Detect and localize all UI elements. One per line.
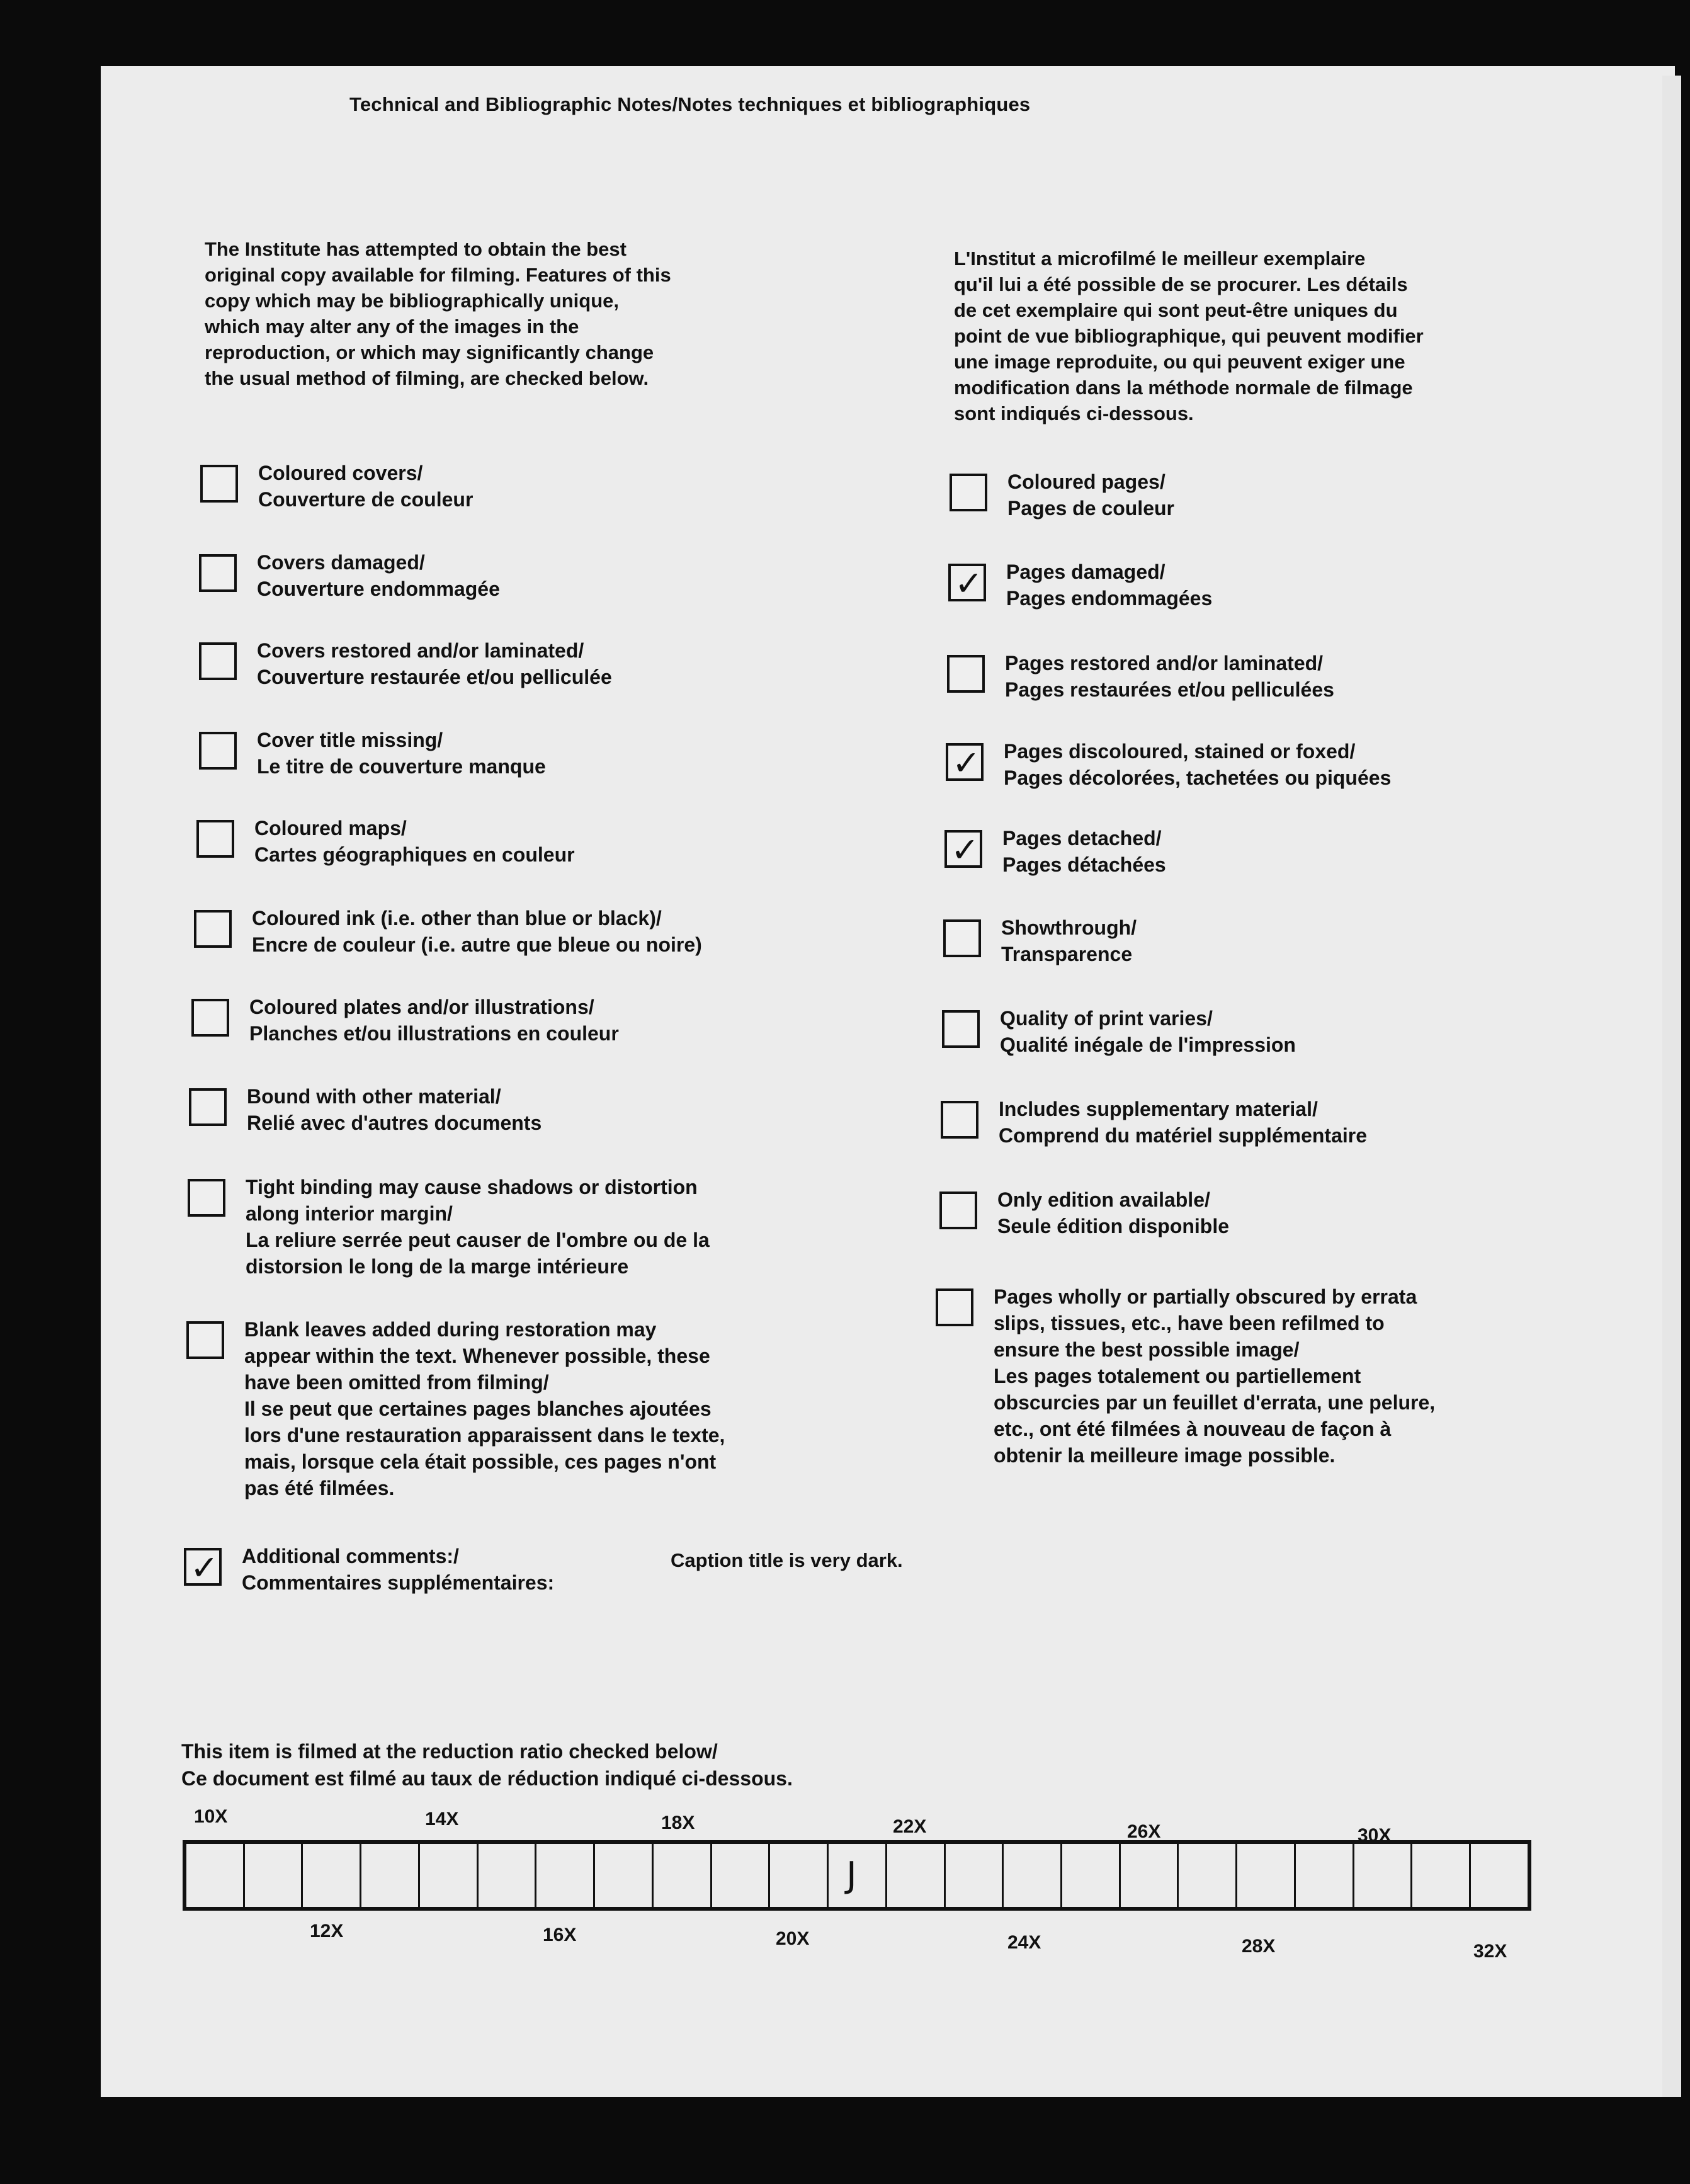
intro-english: The Institute has attempted to obtain the best original copy available for filming. Features of this copy which may be bibliographically unique, which may alter any of the images in the reproduction, or which may significantly change the usual method of filming, are checked below. — [205, 238, 671, 389]
intro-french: L'Institut a microfilmé le meilleur exemplaire qu'il lui a été possible de se procurer. Les détails de cet exemplaire qui sont peut-être uniques du point de vue bibliographique, qui peuvent modifier une image reproduite, ou qui peuvent exiger une modification dans la méthode normale de filmage sont indiqués ci-dessous. — [954, 247, 1424, 424]
ratio-cell[interactable] — [829, 1844, 887, 1907]
tick-top-4: 26X — [1127, 1821, 1161, 1842]
tick-top-3: 22X — [893, 1816, 927, 1837]
ratio-cell[interactable] — [595, 1844, 654, 1907]
item-label: Includes supplementary material/ Comprend du matériel supplémentaire — [999, 1098, 1368, 1147]
ratio-cell[interactable] — [654, 1844, 712, 1907]
right-item-6[interactable] — [942, 1007, 1296, 1058]
ratio-cell[interactable] — [1004, 1844, 1062, 1907]
checkbox[interactable] — [191, 999, 229, 1037]
right-item-3[interactable] — [946, 740, 1392, 791]
tick-bottom-3: 24X — [1007, 1932, 1041, 1953]
checkbox[interactable] — [194, 910, 232, 948]
ratio-cell[interactable] — [536, 1844, 595, 1907]
item-label: Covers restored and/or laminated/ Couverture restaurée et/ou pelliculée — [257, 639, 612, 688]
item-label: Additional comments:/ Commentaires supplémentaires: — [242, 1545, 555, 1594]
ratio-cell[interactable] — [946, 1844, 1004, 1907]
ratio-cell[interactable] — [245, 1844, 303, 1907]
left-item-10[interactable] — [184, 1545, 555, 1596]
left-item-6[interactable] — [191, 996, 619, 1047]
item-label: Pages wholly or partially obscured by errata slips, tissues, etc., have been refilmed to ensure the best possible image/ Les pages totalement ou partiellement obscurcies par un feuillet d'errata, une pelure, etc., ont été filmées à nouveau de façon à obtenir la meilleure image possible. — [994, 1285, 1436, 1467]
item-label: Coloured maps/ Cartes géographiques en couleur — [254, 817, 575, 866]
checkbox[interactable] — [196, 820, 234, 858]
tick-bottom-5: 32X — [1473, 1941, 1507, 1962]
item-label: Quality of print varies/ Qualité inégale de l'impression — [1000, 1007, 1296, 1056]
ratio-cell[interactable] — [1471, 1844, 1528, 1907]
right-item-8[interactable] — [939, 1188, 1230, 1239]
ratio-cell[interactable] — [303, 1844, 361, 1907]
checkbox[interactable] — [184, 1548, 222, 1586]
tick-bottom-4: 28X — [1242, 1936, 1276, 1957]
item-label: Covers damaged/ Couverture endommagée — [257, 551, 500, 600]
ratio-cell[interactable] — [420, 1844, 479, 1907]
left-item-4[interactable] — [196, 817, 575, 868]
ratio-cell[interactable] — [1237, 1844, 1296, 1907]
check-icon: ✓ — [955, 564, 984, 603]
reduction-ratio-grid[interactable] — [183, 1840, 1531, 1911]
check-icon: ✓ — [951, 830, 980, 870]
check-icon: J — [846, 1855, 857, 1896]
tick-bottom-1: 16X — [543, 1925, 577, 1945]
checkbox[interactable] — [944, 830, 982, 868]
item-label: Tight binding may cause shadows or distortion along interior margin/ La reliure serrée peut causer de l'ombre ou de la distorsion le long de la marge intérieure — [246, 1176, 710, 1278]
page-title: Technical and Bibliographic Notes/Notes techniques et bibliographiques — [349, 93, 1031, 115]
ratio-cell[interactable] — [1412, 1844, 1471, 1907]
right-item-7[interactable] — [941, 1098, 1368, 1149]
ratio-cell[interactable] — [1062, 1844, 1121, 1907]
checkbox[interactable] — [939, 1192, 977, 1229]
check-icon: ✓ — [190, 1548, 219, 1588]
item-label: Pages detached/ Pages détachées — [1002, 827, 1166, 876]
ratio-cell[interactable] — [1354, 1844, 1413, 1907]
tick-top-1: 14X — [425, 1809, 459, 1829]
checkbox[interactable] — [948, 564, 986, 601]
left-item-5[interactable] — [194, 907, 702, 958]
left-item-9[interactable] — [186, 1318, 725, 1501]
right-item-4[interactable] — [944, 827, 1166, 878]
ratio-cell[interactable] — [712, 1844, 771, 1907]
left-item-0[interactable] — [200, 462, 474, 513]
checkbox[interactable] — [946, 743, 984, 781]
ratio-cell[interactable] — [1296, 1844, 1354, 1907]
ratio-cell[interactable] — [1179, 1844, 1237, 1907]
checkbox[interactable] — [936, 1288, 973, 1326]
ratio-cell[interactable] — [186, 1844, 245, 1907]
ratio-cell[interactable] — [479, 1844, 537, 1907]
item-label: Coloured covers/ Couverture de couleur — [258, 462, 474, 511]
checkbox[interactable] — [199, 554, 237, 592]
right-item-0[interactable] — [950, 470, 1174, 521]
item-label: Pages restored and/or laminated/ Pages restaurées et/ou pelliculées — [1005, 652, 1334, 701]
checkbox[interactable] — [199, 642, 237, 680]
right-item-5[interactable] — [943, 916, 1137, 967]
checkbox[interactable] — [199, 732, 237, 770]
tick-top-2: 18X — [661, 1812, 695, 1833]
item-label: Blank leaves added during restoration may appear within the text. Whenever possible, these have been omitted from filming/ Il se peut que certaines pages blanches ajoutées lors d'une restauration apparaissent dans le texte, mais, lorsque cela était possible, ces pages n'ont pas été filmées. — [244, 1318, 725, 1499]
right-item-1[interactable] — [948, 560, 1213, 611]
checkbox[interactable] — [943, 919, 981, 957]
item-label: Only edition available/ Seule édition disponible — [997, 1188, 1230, 1237]
reduction-ratio-note: This item is filmed at the reduction ratio checked below/ Ce document est filmé au taux de réduction indiqué ci-dessous. — [181, 1740, 793, 1790]
right-item-9[interactable] — [936, 1285, 1436, 1469]
left-item-8[interactable] — [188, 1176, 710, 1280]
tick-top-5: 30X — [1358, 1825, 1392, 1846]
left-item-2[interactable] — [199, 639, 612, 690]
right-item-2[interactable] — [947, 652, 1334, 703]
adjacent-page-edge — [1662, 76, 1681, 2097]
checkbox[interactable] — [942, 1010, 980, 1048]
tick-bottom-2: 20X — [776, 1928, 810, 1949]
item-label: Pages damaged/ Pages endommagées — [1006, 560, 1213, 610]
item-label: Showthrough/ Transparence — [1001, 916, 1137, 965]
checkbox[interactable] — [950, 474, 987, 511]
item-label: Coloured pages/ Pages de couleur — [1007, 470, 1174, 520]
tick-bottom-0: 12X — [310, 1921, 344, 1942]
left-item-7[interactable] — [189, 1085, 542, 1136]
item-label: Bound with other material/ Relié avec d'autres documents — [247, 1085, 542, 1134]
ratio-cell[interactable] — [887, 1844, 946, 1907]
item-label: Coloured ink (i.e. other than blue or black)/ Encre de couleur (i.e. autre que bleue ou noire) — [252, 907, 702, 956]
item-label: Coloured plates and/or illustrations/ Planches et/ou illustrations en couleur — [249, 996, 619, 1045]
ratio-cell[interactable] — [361, 1844, 420, 1907]
checkbox[interactable] — [200, 465, 238, 503]
checkbox[interactable] — [189, 1088, 227, 1126]
checkbox[interactable] — [186, 1321, 224, 1359]
checkbox[interactable] — [947, 655, 985, 693]
check-icon: ✓ — [952, 743, 981, 783]
ratio-cell[interactable] — [770, 1844, 829, 1907]
left-item-3[interactable] — [199, 729, 546, 780]
ratio-cell[interactable] — [1121, 1844, 1179, 1907]
left-item-1[interactable] — [199, 551, 500, 602]
item-label: Pages discoloured, stained or foxed/ Pages décolorées, tachetées ou piquées — [1004, 740, 1392, 789]
tick-top-0: 10X — [194, 1806, 228, 1827]
item-label: Cover title missing/ Le titre de couverture manque — [257, 729, 546, 778]
comment-text: Caption title is very dark. — [671, 1549, 903, 1571]
checkbox[interactable] — [941, 1101, 978, 1139]
checkbox[interactable] — [188, 1179, 225, 1217]
